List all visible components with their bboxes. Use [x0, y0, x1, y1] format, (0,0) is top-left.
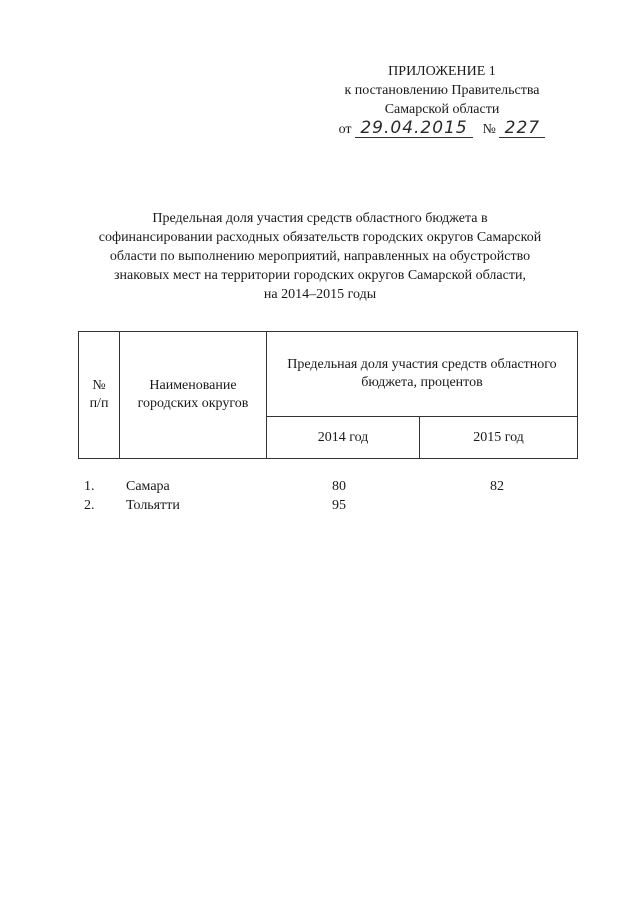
- row-value-2014: 80: [332, 479, 346, 494]
- title-line-1: Предельная доля участия средств областного бюджета в: [152, 211, 488, 226]
- number-label: №: [482, 122, 496, 137]
- handwritten-date: 29.04.2015: [355, 119, 473, 138]
- header-number-line-2: п/п: [89, 396, 109, 411]
- header-number: [79, 332, 119, 458]
- header-number-line-1: №: [92, 378, 106, 393]
- row-number: 2.: [84, 498, 95, 513]
- annex-header: [322, 62, 562, 139]
- table-row: [78, 477, 578, 496]
- title-line-2: софинансировании расходных обязательств городских округов Самарской: [98, 230, 542, 245]
- row-district-name: Самара: [126, 479, 170, 494]
- annex-title: ПРИЛОЖЕНИЕ 1: [388, 64, 496, 79]
- annex-authority: Самарской области: [384, 102, 500, 117]
- header-year-2015: 2015 год: [473, 429, 524, 445]
- row-number: 1.: [84, 479, 95, 494]
- row-district-name: Тольятти: [126, 498, 180, 513]
- header-share-line-2: бюджета, процентов: [361, 375, 483, 390]
- title-line-4: знаковых мест на территории городских округов Самарской области,: [114, 268, 526, 283]
- title-line-5: на 2014–2015 годы: [263, 287, 377, 302]
- header-year-2014: 2014 год: [317, 429, 369, 445]
- document-title: [70, 209, 570, 304]
- header-share: [267, 332, 577, 416]
- handwritten-number: 227: [499, 119, 545, 138]
- from-label: от: [338, 122, 352, 137]
- header-name-line-2: городских округов: [137, 396, 249, 411]
- table-header: [78, 331, 578, 459]
- title-line-3: области по выполнению мероприятий, направленных на обустройство: [109, 249, 531, 264]
- header-district-name: [120, 332, 266, 458]
- annex-reference: к постановлению Правительства: [344, 83, 540, 98]
- table-row: [78, 496, 578, 515]
- row-value-2015: 82: [490, 479, 504, 494]
- annex-date-line: [322, 119, 562, 139]
- row-value-2014: 95: [332, 498, 346, 513]
- header-name-line-1: Наименование: [149, 378, 237, 393]
- header-share-line-1: Предельная доля участия средств областного: [287, 357, 557, 372]
